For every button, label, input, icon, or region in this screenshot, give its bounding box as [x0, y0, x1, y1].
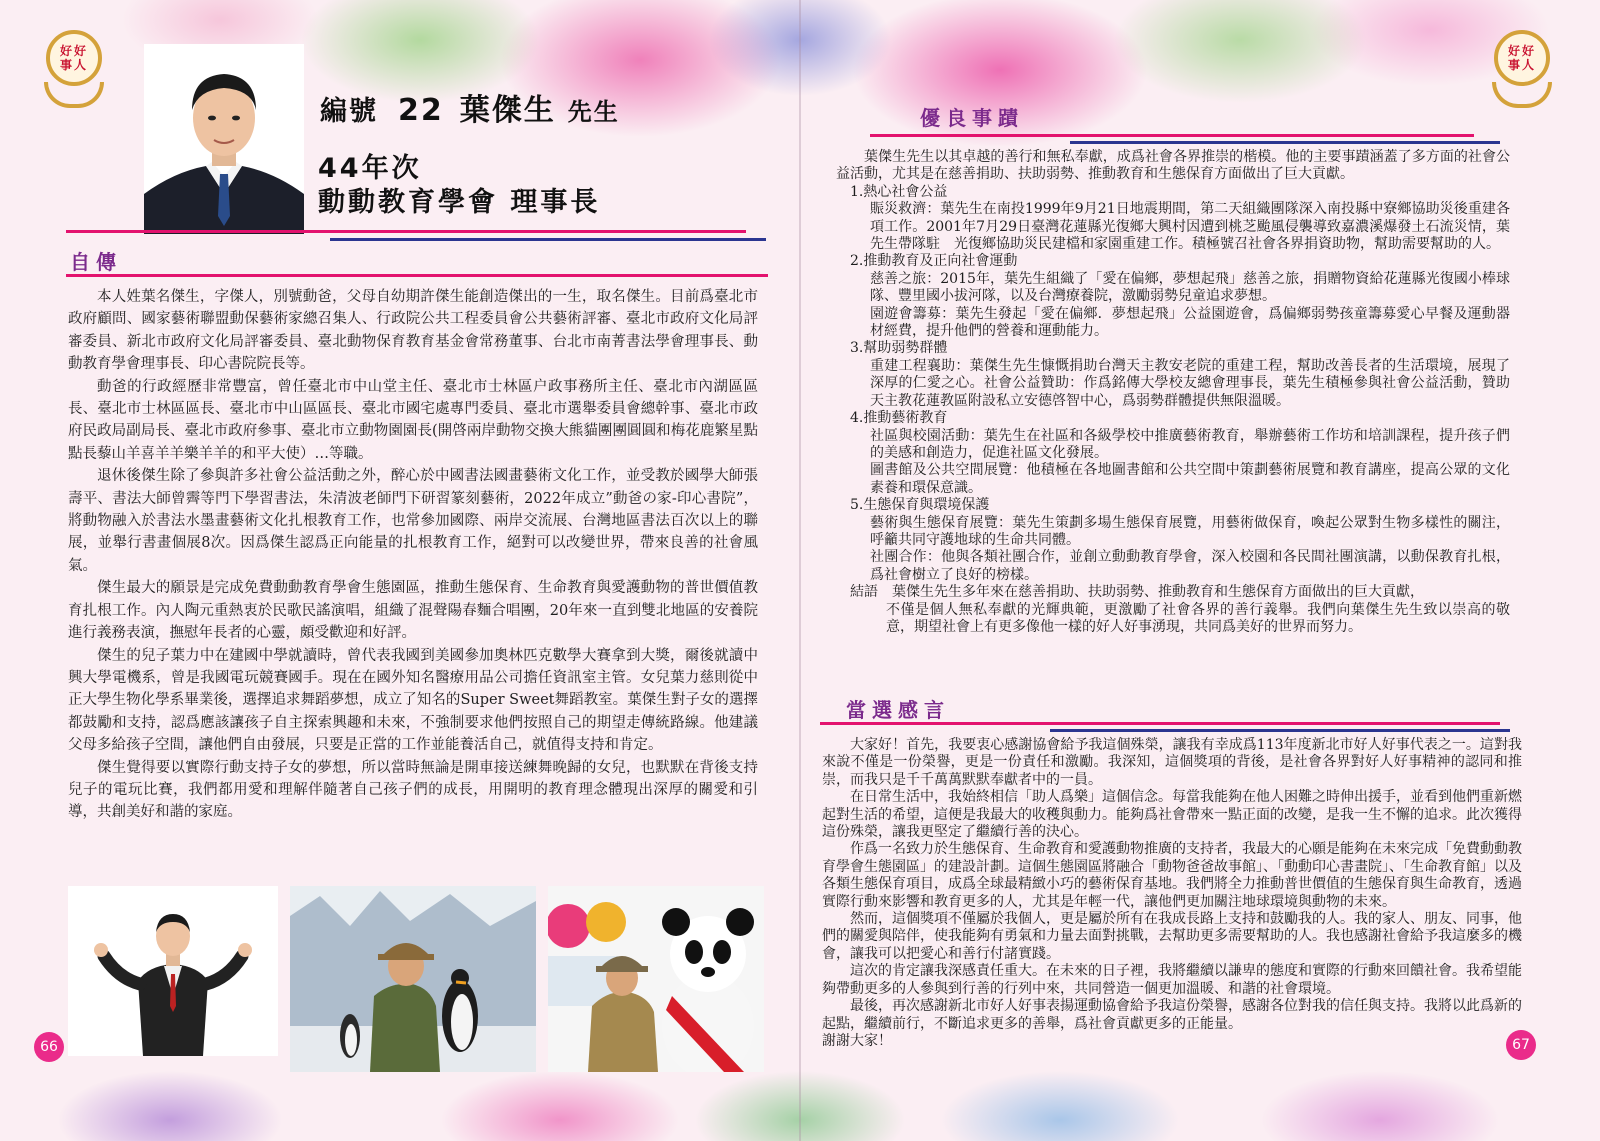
portrait-photo: [144, 44, 304, 234]
photo-panda-illustration: [548, 886, 764, 1072]
emblem-wreath: [44, 82, 104, 108]
divider-pink-2: [66, 274, 768, 277]
person-name: 葉傑生: [459, 93, 556, 128]
achievement-heading: 4.推動藝術教育: [850, 410, 948, 427]
achievements-title: 優良事蹟: [920, 106, 1024, 130]
divider-pink: [66, 230, 746, 233]
class-year: 44年次: [318, 153, 422, 184]
photo-penguins: [290, 886, 536, 1072]
achievements-text: [836, 149, 1510, 636]
achievement-detail: 社區與校園活動：葉先生在社區和各級學校中推廣藝術教育，舉辦藝術工作坊和培訓課程，提升孩子們的美感和創造力，促進社區文化發展。: [870, 427, 1510, 461]
autobiography-paragraph: 傑生覺得要以實際行動支持子女的夢想，所以當時無論是開車接送練舞晚歸的女兒，也默默在背後支持兒子的電玩比賽，我們都用愛和理解伴隨著自己孩子們的成長，用開明的教育理念體現出深厚的關愛和引導，共創美好和諧的家庭。: [68, 759, 758, 821]
achievement-detail: 重建工程襄助：葉傑生先生慷慨捐助台灣天主教安老院的重建工程，幫助改善長者的生活環境，展現了深厚的仁愛之心。社會公益贊助：作爲銘傳大學校友總會理事長，葉先生積極參與社會公益活動，贊助天主教花蓮教區附設私立安德啓智中心，爲弱勢群體提供無限溫暖。: [870, 357, 1510, 409]
achievement-detail: 園遊會籌募：葉先生發起「愛在偏鄉．夢想起飛」公益園遊會，爲偏鄉弱勢孩童籌募愛心早餐及運動器材經費，提升他們的營養和運動能力。: [870, 305, 1510, 340]
emblem-medal: [1494, 30, 1550, 86]
acceptance-paragraph: 大家好！首先，我要衷心感謝協會給予我這個殊榮，讓我有幸成爲113年度新北市好人好事代表之一。這對我來說不僅是一份榮譽，更是一份責任和激勵。我深知，這個獎項的背後，是社會各界對好人好事精神的認同和推崇，而我只是千千萬萬默默奉獻者中的一員。: [822, 737, 1522, 788]
emblem-medal: [46, 30, 102, 86]
conclusion-label: 結語: [850, 584, 878, 601]
acceptance-paragraph: 這次的肯定讓我深感責任重大。在未來的日子裡，我將繼續以謙卑的態度和實際的行動來回饋社會。我希望能夠帶動更多的人參與到行善的行列中來，共同營造一個更加溫暖、和諧的社會環境。: [822, 963, 1522, 997]
conclusion-rest: 不僅是個人無私奉獻的光輝典範，更激勵了社會各界的善行義舉。我們向葉傑生先生致以崇高的敬意，期望社會上有更多像他一樣的好人好事湧現，共同爲美好的世界而努力。: [886, 601, 1510, 635]
achievements-intro: 葉傑生先生以其卓越的善行和無私奉獻，成爲社會各界推崇的楷模。他的主要事蹟涵蓋了多方面的社會公益活動，尤其是在慈善捐助、扶助弱勢、推動教育和生態保育方面做出了巨大貢獻。: [836, 149, 1510, 183]
page-number-left: 66: [34, 1032, 64, 1062]
achievement-heading: 1.熱心社會公益: [850, 183, 948, 200]
autobiography-paragraph: 本人姓葉名傑生，字傑人，別號動爸，父母自幼期許傑生能創造傑出的一生，取名傑生。目前爲臺北市政府顧問、國家藝術聯盟動保藝術家總召集人、行政院公共工程委員會公共藝術評審、臺北市政府文化局評審委員、新北市政府文化局評審委員、臺北動物保育教育基金會常務董事、台北市南菁書法學會理事長、動動教育學會理事長、印心書院院長等。: [68, 289, 758, 373]
acceptance-text: [822, 737, 1522, 1050]
autobiography-title: 自傳: [70, 250, 122, 274]
acceptance-paragraph: 在日常生活中，我始終相信「助人爲樂」這個信念。每當我能夠在他人困難之時伸出援手，並看到他們重新燃起對生活的希望，這便是我最大的收穫與動力。能夠爲社會帶來一點正面的改變，是我一生不懈的追求。此次獲得這份殊榮，讓我更堅定了繼續行善的決心。: [822, 789, 1522, 841]
portrait-illustration: [144, 44, 304, 234]
title-row: [320, 85, 620, 129]
number-label: 編號: [320, 96, 378, 127]
photo-presenter-illustration: [68, 886, 278, 1056]
acceptance-paragraph: 最後，再次感謝新北市好人好事表揚運動協會給予我這份榮譽，感謝各位對我的信任與支持。我將以此爲新的起點，繼續前行，不斷追求更多的善舉，爲社會貢獻更多的正能量。: [822, 998, 1522, 1032]
achievement-detail: 社團合作：他與各類社團合作，並創立動動教育學會，深入校園和各民間社團演講，以動保教育扎根，爲社會樹立了良好的榜樣。: [870, 549, 1510, 583]
achievement-heading: 5.生態保育與環境保護: [850, 497, 990, 514]
good-people-emblem-icon: [1488, 30, 1556, 110]
autobiography-paragraph: 傑生最大的願景是完成免費動動教育學會生態園區，推動生態保育、生命教育與愛護動物的普世價值教育扎根工作。內人陶元重熱衷於民歌民謠演唱，組織了混聲陽春麵合唱團，20年來一直到雙北地區的安養院進行義務表演，撫慰年長者的心靈，頗受歡迎和好評。: [68, 580, 758, 642]
honorific: 先生: [567, 98, 620, 126]
conclusion-first-line: [836, 584, 1510, 601]
achievement-heading: 2.推動教育及正向社會運動: [850, 253, 1018, 270]
divider-blue-2: [1050, 729, 1510, 732]
right-page: [800, 0, 1600, 1141]
acceptance-paragraph: 作爲一名致力於生態保育、生命教育和愛護動物推廣的支持者，我最大的心願是能夠在未來完成「免費動動教育學會生態園區」的建設計劃。這個生態園區將融合「動物爸爸故事館」、「動動印心書畫院」、「生命教育館」以及各類生態保育項目，成爲全球最精緻小巧的藝術保育基地。我們將全力推動普世價值的生態保育與生命教育，透過實際行動來影響和教育更多的人，尤其是年輕一代，讓他們更加關注地球環境與動物的未來。: [822, 841, 1522, 910]
achievement-detail: 慈善之旅：2015年，葉先生組織了「愛在偏鄉，夢想起飛」慈善之旅，捐贈物資給花蓮縣光復國小棒球隊、豐里國小拔河隊，以及台灣療養院，激勵弱勢兒童追求夢想。: [870, 270, 1510, 305]
photo-panda: [548, 886, 764, 1072]
title-sub: [318, 152, 600, 220]
autobiography-text: [68, 286, 758, 824]
emblem-wreath: [1492, 82, 1552, 108]
achievement-heading: 3.幫助弱勢群體: [850, 340, 948, 357]
divider-blue: [1070, 141, 1500, 144]
divider-pink-2: [820, 722, 1500, 725]
divider-blue: [330, 238, 766, 241]
page-number-right: 67: [1506, 1030, 1536, 1060]
photo-presenter: [68, 886, 278, 1056]
achievement-detail: 賑災救濟：葉先生在南投1999年9月21日地震期間，第二天組織團隊深入南投縣中寮鄉協助災後重建各項工作。2001年7月29日臺灣花蓮縣光復鄉大興村因遭到桃芝颱風侵襲導致嘉濃溪爆發土石流災情，葉先生帶隊駐 光復鄉協助災民建檔和家園重建工作。積極號召社會各界捐資助物，幫助需要幫助的人。: [870, 201, 1510, 253]
autobiography-paragraph: 退休後傑生除了參與許多社會公益活動之外，醉心於中國書法國畫藝術文化工作，並受教於國學大師張壽平、書法大師曾霽等門下學習書法，朱清波老師門下研習篆刻藝術，2022年成立”動爸の家-印心書院”，將動物融入於書法水墨畫藝術文化扎根教育工作，也常參加國際、兩岸交流展、台灣地區書法百次以上的聯展，並舉行書畫個展8次。因爲傑生認爲正向能量的扎根教育工作，絕對可以改變世界，帶來良善的社會風氣。: [68, 468, 758, 574]
autobiography-paragraph: 傑生的兒子葉力中在建國中學就讀時，曾代表我國到美國參加奧林匹克數學大賽拿到大獎，爾後就讀中興大學電機系，曾是我國電玩競賽國手。現在在國外知名醫療用品公司擔任資訊室主管。女兒葉力慈則從中正大學生物化學系畢業後，選擇追求舞蹈夢想，成立了知名的Super Sweet舞蹈教室。葉傑生對子女的選擇都鼓勵和支持，認爲應該讓孩子自主探索興趣和未來，不強制要求他們按照自己的期望走傳統路線。他建議父母多給孩子空間，讓他們自由發展，只要是正當的工作並能養活自己，就值得支持和肯定。: [68, 647, 758, 754]
number-value: 22: [398, 93, 444, 128]
emblem-text: 好好事人: [59, 44, 88, 72]
conclusion-first: 葉傑生先生多年來在慈善捐助、扶助弱勢、推動教育和生態保育方面做出的巨大貢獻，: [892, 584, 1424, 601]
achievement-detail: 圖書館及公共空間展覽：他積極在各地圖書館和公共空間中策劃藝術展覽和教育講座，提高公眾的文化素養和環保意識。: [870, 462, 1510, 496]
acceptance-closing: 謝謝大家！: [822, 1032, 892, 1049]
achievement-detail: 藝術與生態保育展覽：葉先生策劃多場生態保育展覽，用藝術做保育，喚起公眾對生物多樣性的關注，呼籲共同守護地球的生命共同體。: [870, 514, 1510, 548]
autobiography-paragraph: 動爸的行政經歷非常豐富，曾任臺北市中山堂主任、臺北市士林區户政事務所主任、臺北市內湖區區長、臺北市士林區區長、臺北市中山區區長、臺北市國宅處專門委員、臺北市選舉委員會總幹事、臺北市政府民政局副局長、臺北市政府參事、臺北市立動物園園長(開啓兩岸動物交換大熊貓團團圓圓和梅花鹿繁星點點長藜山羊喜羊羊樂羊羊的和平大使）…等職。: [68, 378, 758, 462]
position-title: 動動教育學會 理事長: [318, 187, 601, 218]
emblem-text: 好好事人: [1507, 44, 1536, 72]
good-people-emblem-icon: [40, 30, 108, 110]
acceptance-paragraph: 然而，這個獎項不僅屬於我個人，更是屬於所有在我成長路上支持和鼓勵我的人。我的家人、朋友、同事，他們的關愛與陪伴，使我能夠有勇氣和力量去面對挑戰，去幫助更多需要幫助的人。我也感謝社會給予我這麼多的機會，讓我可以把愛心和善行付諸實踐。: [822, 911, 1522, 962]
acceptance-title: 當選感言: [846, 698, 950, 722]
photo-penguins-illustration: [290, 886, 536, 1072]
divider-pink: [870, 134, 1474, 137]
